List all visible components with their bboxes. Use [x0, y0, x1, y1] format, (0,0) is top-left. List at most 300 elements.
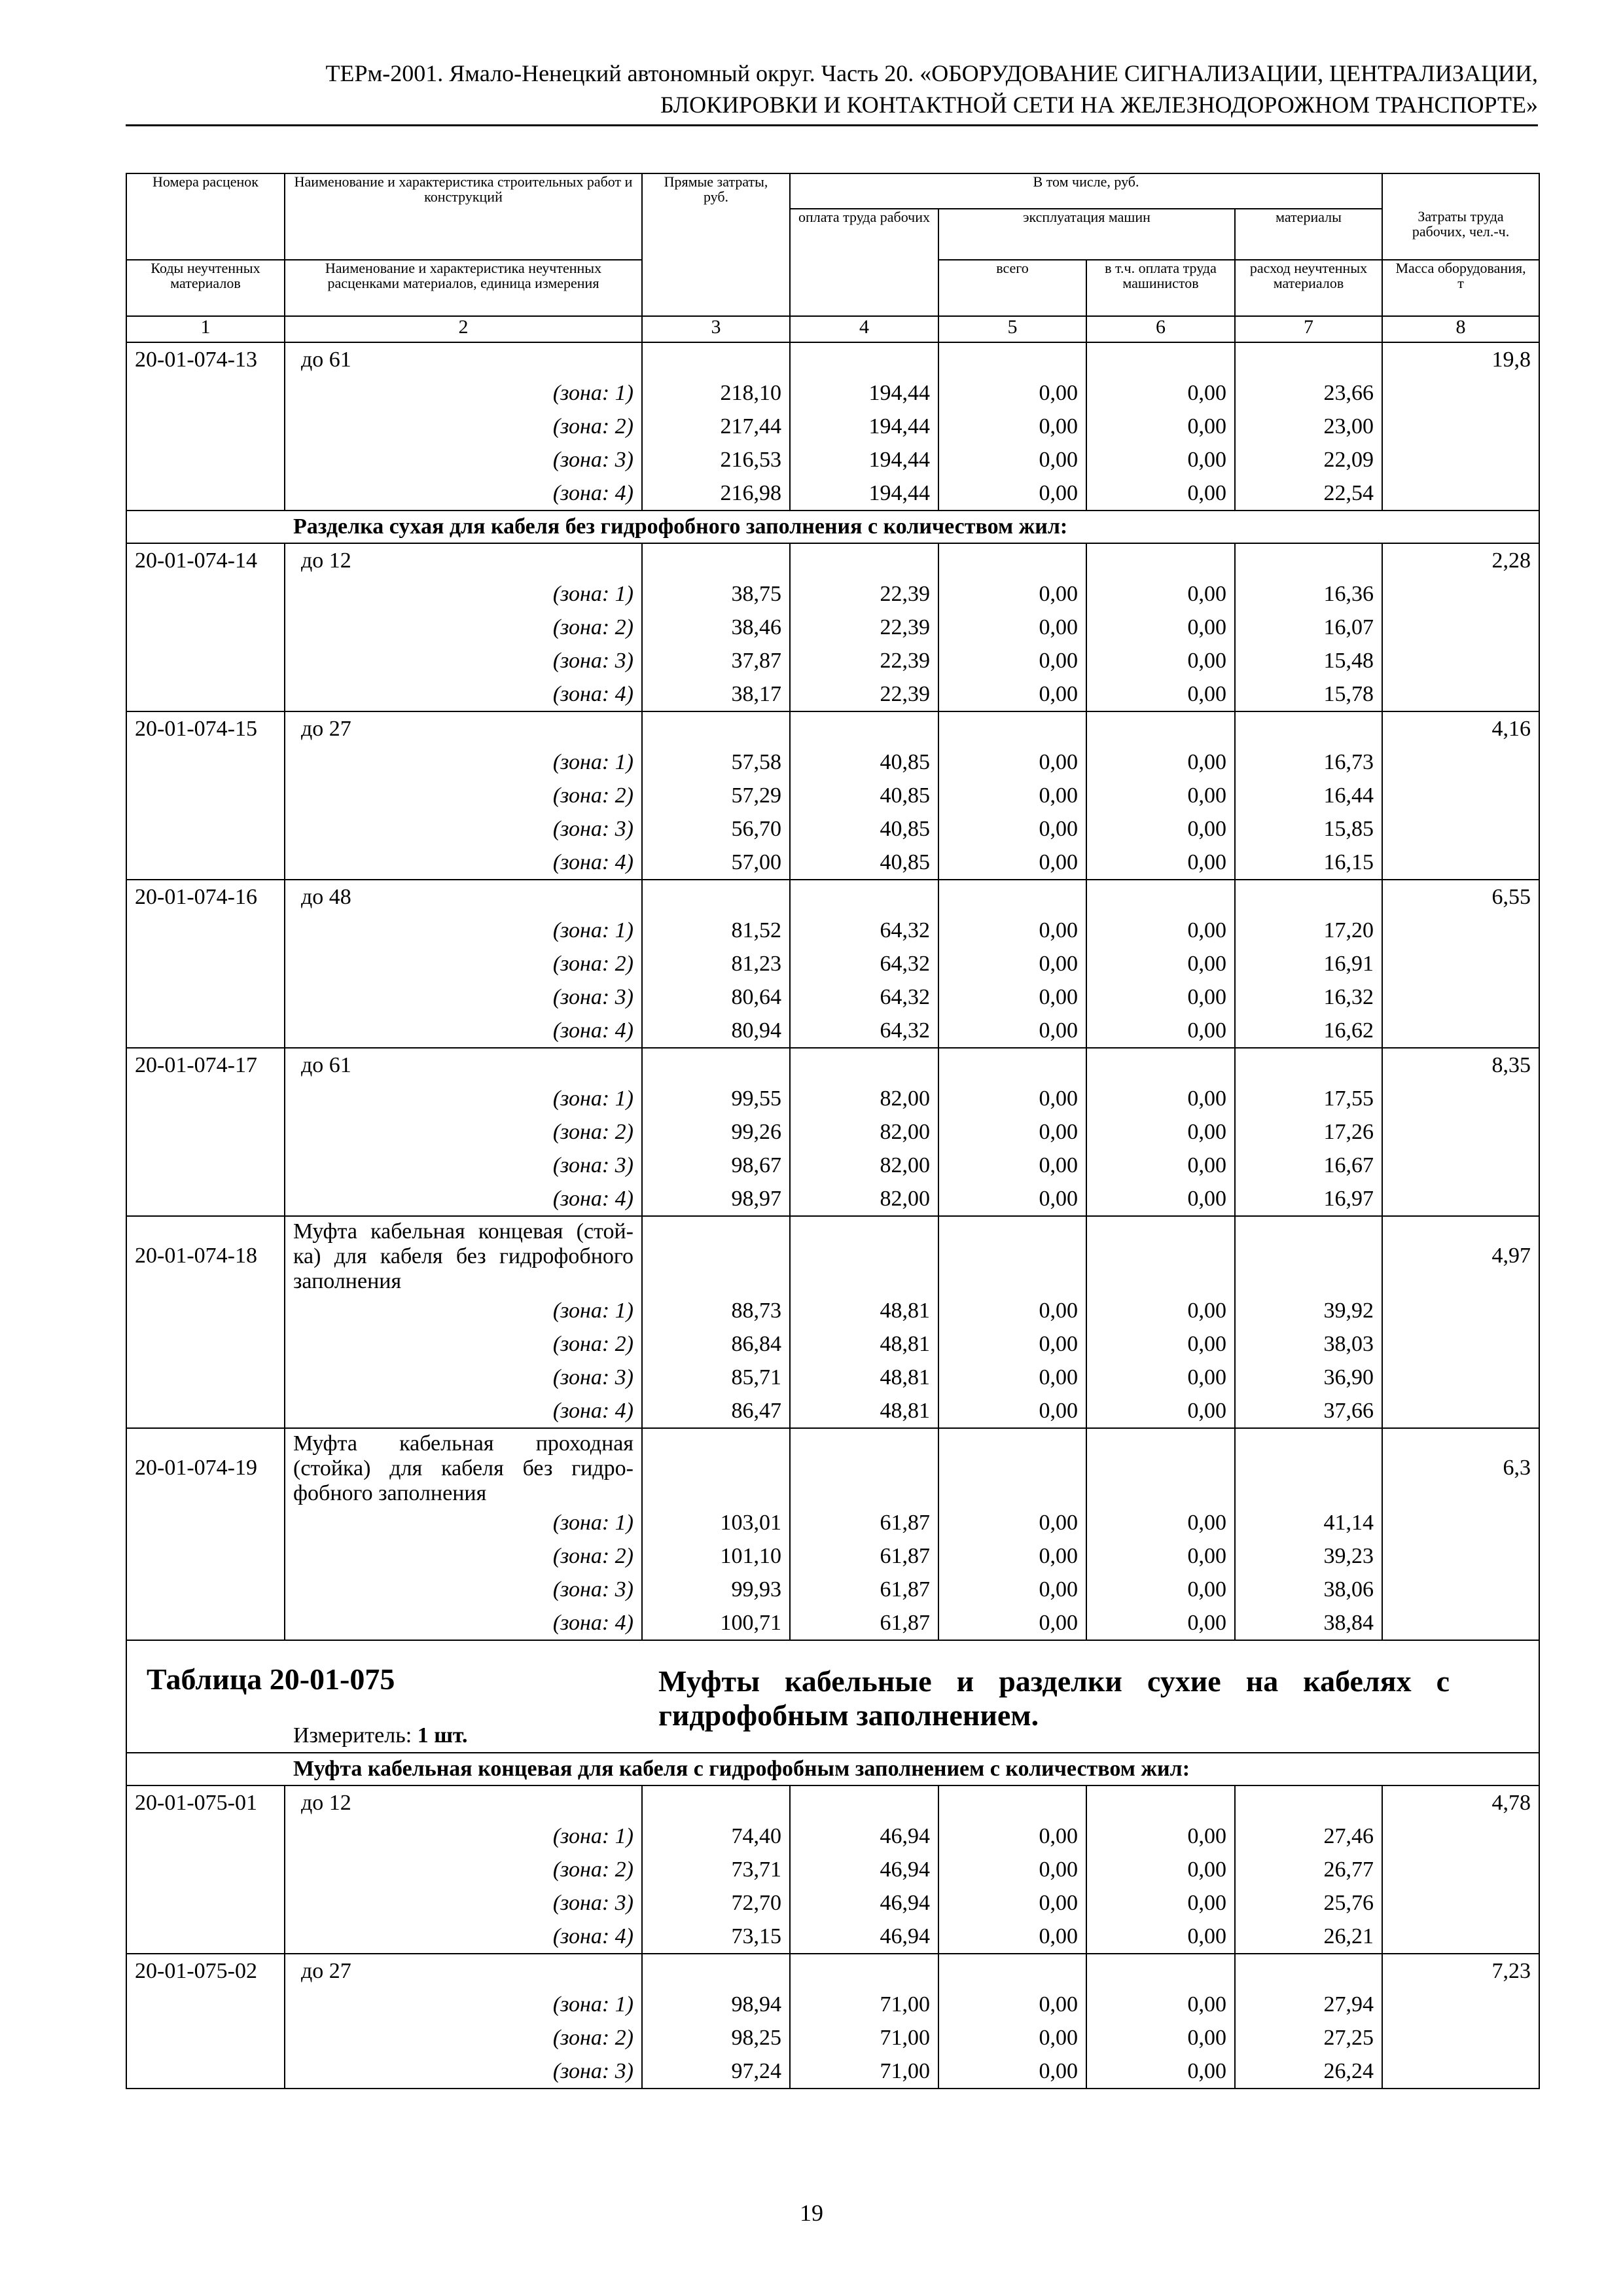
col-header-operators-pay: в т.ч. оплата труда машинистов [1086, 260, 1235, 316]
zone-row [126, 1394, 1539, 1428]
description-line: заполнения [293, 1269, 402, 1293]
section-row [126, 511, 1539, 543]
rate-code: 20-01-074-18 [126, 1216, 285, 1294]
empty-cell [1382, 2054, 1539, 2089]
materials: 15,78 [1235, 677, 1382, 711]
empty-cell [1382, 1014, 1539, 1048]
zone-row [126, 577, 1539, 611]
empty-cell [1086, 880, 1235, 914]
labor-pay: 22,39 [790, 677, 938, 711]
empty-cell [1382, 745, 1539, 779]
materials: 16,62 [1235, 1014, 1382, 1048]
empty-cell [1086, 711, 1235, 745]
empty-cell [126, 1853, 285, 1886]
empty-cell [1382, 1082, 1539, 1115]
zone-label: (зона: 3) [285, 1149, 642, 1182]
rate-description: до 61 [285, 342, 642, 376]
rate-row [126, 1954, 1539, 1988]
zone-row [126, 1361, 1539, 1394]
rate-description: до 48 [285, 880, 642, 914]
materials: 16,36 [1235, 577, 1382, 611]
empty-cell [938, 1048, 1086, 1082]
labor-pay: 61,87 [790, 1573, 938, 1606]
zone-label: (зона: 1) [285, 1506, 642, 1539]
rate-code: 20-01-074-16 [126, 880, 285, 914]
empty-cell [1382, 1573, 1539, 1606]
machine-operation: 0,00 [938, 1606, 1086, 1640]
zone-label: (зона: 1) [285, 1082, 642, 1115]
running-header [126, 58, 1538, 126]
labor-pay: 22,39 [790, 644, 938, 677]
col-header-labor-costs: Затраты труда рабочих, чел.-ч. [1382, 209, 1539, 260]
machine-operation: 0,00 [938, 644, 1086, 677]
labor-pay: 40,85 [790, 846, 938, 880]
direct-costs: 73,15 [642, 1920, 790, 1954]
empty-cell [126, 947, 285, 980]
empty-cell [126, 1920, 285, 1954]
rate-row [126, 711, 1539, 745]
empty-cell [126, 1506, 285, 1539]
labor-pay: 71,00 [790, 2054, 938, 2089]
empty-cell [790, 342, 938, 376]
labor-costs: 2,28 [1382, 543, 1539, 577]
empty-cell [938, 543, 1086, 577]
labor-pay: 194,44 [790, 476, 938, 511]
col-header-materials-unaccounted: расход неучтенных материалов [1235, 260, 1382, 316]
zone-row [126, 376, 1539, 410]
materials: 15,85 [1235, 812, 1382, 846]
col-header-name: Наименование и характеристика строительных работ и конструкций [285, 173, 642, 260]
direct-costs: 98,67 [642, 1149, 790, 1182]
labor-pay: 46,94 [790, 1886, 938, 1920]
rate-row [126, 1216, 1539, 1294]
col-header-direct-costs: Прямые затраты, руб. [642, 173, 790, 316]
zone-label: (зона: 4) [285, 1182, 642, 1216]
zone-row [126, 1115, 1539, 1149]
zone-row [126, 2054, 1539, 2089]
empty-cell [1382, 2021, 1539, 2054]
operators-pay: 0,00 [1086, 2054, 1235, 2089]
direct-costs: 38,46 [642, 611, 790, 644]
table-heading-row [126, 1640, 1539, 1753]
labor-pay: 48,81 [790, 1294, 938, 1327]
empty-cell [1382, 677, 1539, 711]
labor-costs: 4,78 [1382, 1785, 1539, 1820]
labor-pay: 48,81 [790, 1327, 938, 1361]
materials: 41,14 [1235, 1506, 1382, 1539]
materials: 15,48 [1235, 644, 1382, 677]
empty-cell [126, 1014, 285, 1048]
col-header-total: всего [938, 260, 1086, 316]
zone-row [126, 611, 1539, 644]
labor-pay: 48,81 [790, 1361, 938, 1394]
empty-cell [642, 1428, 790, 1506]
empty-cell [126, 2021, 285, 2054]
table-heading [126, 1640, 1539, 1753]
direct-costs: 57,58 [642, 745, 790, 779]
empty-cell [1235, 1216, 1382, 1294]
empty-cell [126, 812, 285, 846]
materials: 22,09 [1235, 443, 1382, 476]
zone-row [126, 476, 1539, 511]
zone-label: (зона: 2) [285, 1539, 642, 1573]
zone-row [126, 443, 1539, 476]
empty-cell [642, 342, 790, 376]
machine-operation: 0,00 [938, 1327, 1086, 1361]
section-title: Муфта кабельная концевая для кабеля с гидрофобным заполнением с количеством жил: [126, 1753, 1539, 1785]
zone-label: (зона: 4) [285, 846, 642, 880]
empty-cell [126, 443, 285, 476]
zone-label: (зона: 4) [285, 1014, 642, 1048]
machine-operation: 0,00 [938, 1988, 1086, 2021]
rate-description: до 27 [285, 711, 642, 745]
machine-operation: 0,00 [938, 1182, 1086, 1216]
empty-cell [1382, 1115, 1539, 1149]
section-row [126, 1753, 1539, 1785]
machine-operation: 0,00 [938, 443, 1086, 476]
operators-pay: 0,00 [1086, 1573, 1235, 1606]
empty-cell [1086, 342, 1235, 376]
empty-cell [126, 1294, 285, 1327]
rate-row [126, 1428, 1539, 1506]
operators-pay: 0,00 [1086, 611, 1235, 644]
empty-cell [126, 1573, 285, 1606]
operators-pay: 0,00 [1086, 1182, 1235, 1216]
zone-row [126, 1920, 1539, 1954]
machine-operation: 0,00 [938, 980, 1086, 1014]
zone-label: (зона: 2) [285, 1327, 642, 1361]
measure-value: 1 шт. [417, 1723, 468, 1748]
operators-pay: 0,00 [1086, 1820, 1235, 1853]
machine-operation: 0,00 [938, 1573, 1086, 1606]
direct-costs: 37,87 [642, 644, 790, 677]
empty-cell [1235, 342, 1382, 376]
machine-operation: 0,00 [938, 1149, 1086, 1182]
rate-description: до 12 [285, 543, 642, 577]
rate-code: 20-01-075-02 [126, 1954, 285, 1988]
machine-operation: 0,00 [938, 1115, 1086, 1149]
col-number: 2 [285, 316, 642, 342]
materials: 16,91 [1235, 947, 1382, 980]
empty-cell [126, 1820, 285, 1853]
empty-cell [938, 880, 1086, 914]
materials: 37,66 [1235, 1394, 1382, 1428]
col-number: 4 [790, 316, 938, 342]
empty-cell [938, 1785, 1086, 1820]
empty-cell [1086, 1048, 1235, 1082]
operators-pay: 0,00 [1086, 1886, 1235, 1920]
empty-cell [126, 846, 285, 880]
empty-cell [126, 914, 285, 947]
direct-costs: 81,23 [642, 947, 790, 980]
materials: 26,77 [1235, 1853, 1382, 1886]
empty-cell [1382, 1606, 1539, 1640]
zone-row [126, 1082, 1539, 1115]
empty-cell [790, 1785, 938, 1820]
empty-cell [790, 1048, 938, 1082]
empty-cell [1382, 1886, 1539, 1920]
zone-label: (зона: 3) [285, 2054, 642, 2089]
operators-pay: 0,00 [1086, 1394, 1235, 1428]
direct-costs: 57,29 [642, 779, 790, 812]
description-line: (стойка) для кабеля без гидро- [293, 1456, 633, 1480]
direct-costs: 98,97 [642, 1182, 790, 1216]
empty-cell [1235, 1048, 1382, 1082]
col-header-labor-pay: оплата труда рабочих [790, 209, 938, 316]
empty-cell [938, 711, 1086, 745]
zone-label: (зона: 2) [285, 1115, 642, 1149]
zone-label: (зона: 3) [285, 1573, 642, 1606]
col-number: 5 [938, 316, 1086, 342]
empty-cell [1382, 1182, 1539, 1216]
labor-pay: 46,94 [790, 1920, 938, 1954]
rate-row [126, 880, 1539, 914]
labor-pay: 194,44 [790, 410, 938, 443]
col-number: 1 [126, 316, 285, 342]
machine-operation: 0,00 [938, 812, 1086, 846]
labor-pay: 22,39 [790, 611, 938, 644]
zone-row [126, 1886, 1539, 1920]
empty-cell [1235, 1954, 1382, 1988]
zone-row [126, 410, 1539, 443]
empty-cell [126, 1394, 285, 1428]
direct-costs: 72,70 [642, 1886, 790, 1920]
labor-pay: 48,81 [790, 1394, 938, 1428]
materials: 16,67 [1235, 1149, 1382, 1182]
direct-costs: 80,64 [642, 980, 790, 1014]
labor-pay: 40,85 [790, 745, 938, 779]
direct-costs: 57,00 [642, 846, 790, 880]
materials: 16,32 [1235, 980, 1382, 1014]
rate-code: 20-01-074-17 [126, 1048, 285, 1082]
empty-cell [1382, 1394, 1539, 1428]
empty-cell [1382, 1988, 1539, 2021]
materials: 16,15 [1235, 846, 1382, 880]
zone-row [126, 1294, 1539, 1327]
operators-pay: 0,00 [1086, 1327, 1235, 1361]
direct-costs: 81,52 [642, 914, 790, 947]
operators-pay: 0,00 [1086, 1149, 1235, 1182]
empty-cell [126, 410, 285, 443]
col-header-machine-operation: эксплуатация машин [938, 209, 1235, 260]
machine-operation: 0,00 [938, 745, 1086, 779]
labor-pay: 61,87 [790, 1606, 938, 1640]
zone-row [126, 980, 1539, 1014]
description-line: Муфта кабельная концевая (стой- [293, 1219, 633, 1244]
table-subject: Муфты кабельные и разделки сухие на кабелях с гидрофобным заполнением. [658, 1664, 1450, 1732]
rates-table [126, 173, 1540, 2089]
machine-operation: 0,00 [938, 1853, 1086, 1886]
empty-cell [1235, 880, 1382, 914]
empty-cell [1382, 914, 1539, 947]
materials: 23,00 [1235, 410, 1382, 443]
direct-costs: 100,71 [642, 1606, 790, 1640]
machine-operation: 0,00 [938, 1394, 1086, 1428]
rate-description: до 61 [285, 1048, 642, 1082]
operators-pay: 0,00 [1086, 1294, 1235, 1327]
operators-pay: 0,00 [1086, 1361, 1235, 1394]
machine-operation: 0,00 [938, 677, 1086, 711]
page-number: 19 [800, 2200, 823, 2226]
labor-pay: 82,00 [790, 1082, 938, 1115]
direct-costs: 86,84 [642, 1327, 790, 1361]
materials: 25,76 [1235, 1886, 1382, 1920]
direct-costs: 97,24 [642, 2054, 790, 2089]
empty-cell [642, 1048, 790, 1082]
col-number: 3 [642, 316, 790, 342]
zone-label: (зона: 3) [285, 812, 642, 846]
labor-pay: 64,32 [790, 1014, 938, 1048]
empty-cell [790, 1428, 938, 1506]
zone-label: (зона: 2) [285, 410, 642, 443]
empty-cell [1382, 779, 1539, 812]
zone-label: (зона: 3) [285, 980, 642, 1014]
materials: 17,26 [1235, 1115, 1382, 1149]
empty-cell [1382, 1327, 1539, 1361]
operators-pay: 0,00 [1086, 947, 1235, 980]
zone-label: (зона: 4) [285, 476, 642, 511]
materials: 26,21 [1235, 1920, 1382, 1954]
machine-operation: 0,00 [938, 1361, 1086, 1394]
empty-cell [126, 376, 285, 410]
empty-cell [126, 1115, 285, 1149]
header-line-1: ТЕРм-2001. Ямало-Ненецкий автономный округ. Часть 20. «ОБОРУДОВАНИЕ СИГНАЛИЗАЦИИ, ЦЕНТРАЛИЗАЦИИ, [325, 60, 1538, 86]
machine-operation: 0,00 [938, 947, 1086, 980]
labor-costs: 4,97 [1382, 1216, 1539, 1294]
operators-pay: 0,00 [1086, 376, 1235, 410]
operators-pay: 0,00 [1086, 779, 1235, 812]
zone-label: (зона: 1) [285, 577, 642, 611]
zone-label: (зона: 4) [285, 1394, 642, 1428]
materials: 23,66 [1235, 376, 1382, 410]
operators-pay: 0,00 [1086, 476, 1235, 511]
zone-row [126, 1573, 1539, 1606]
empty-cell [1086, 1785, 1235, 1820]
labor-pay: 61,87 [790, 1539, 938, 1573]
direct-costs: 98,94 [642, 1988, 790, 2021]
rate-code: 20-01-074-15 [126, 711, 285, 745]
labor-costs: 4,16 [1382, 711, 1539, 745]
empty-cell [1235, 543, 1382, 577]
machine-operation: 0,00 [938, 779, 1086, 812]
direct-costs: 88,73 [642, 1294, 790, 1327]
direct-costs: 216,53 [642, 443, 790, 476]
empty-cell [1382, 1920, 1539, 1954]
empty-cell [126, 644, 285, 677]
empty-cell [1382, 443, 1539, 476]
labor-costs: 19,8 [1382, 342, 1539, 376]
empty-cell [126, 1361, 285, 1394]
empty-cell [1086, 1954, 1235, 1988]
machine-operation: 0,00 [938, 1014, 1086, 1048]
rate-description: до 12 [285, 1785, 642, 1820]
zone-row [126, 846, 1539, 880]
col-header-equipment-mass: Масса оборудования, т [1382, 260, 1539, 316]
materials: 16,73 [1235, 745, 1382, 779]
zone-label: (зона: 2) [285, 947, 642, 980]
machine-operation: 0,00 [938, 1506, 1086, 1539]
machine-operation: 0,00 [938, 577, 1086, 611]
operators-pay: 0,00 [1086, 1506, 1235, 1539]
labor-pay: 40,85 [790, 812, 938, 846]
zone-row [126, 1820, 1539, 1853]
machine-operation: 0,00 [938, 914, 1086, 947]
empty-cell [1382, 1539, 1539, 1573]
materials: 38,84 [1235, 1606, 1382, 1640]
materials: 17,20 [1235, 914, 1382, 947]
col-header-name-unaccounted: Наименование и характеристика неучтенных расценками материалов, единица измерения [285, 260, 642, 316]
materials: 27,25 [1235, 2021, 1382, 2054]
empty-cell [1382, 611, 1539, 644]
labor-pay: 64,32 [790, 947, 938, 980]
operators-pay: 0,00 [1086, 644, 1235, 677]
empty-cell [126, 2054, 285, 2089]
direct-costs: 85,71 [642, 1361, 790, 1394]
rate-description [285, 1216, 642, 1294]
materials: 38,03 [1235, 1327, 1382, 1361]
direct-costs: 38,75 [642, 577, 790, 611]
direct-costs: 80,94 [642, 1014, 790, 1048]
measure-label: Измеритель: [293, 1723, 412, 1748]
empty-cell [1382, 947, 1539, 980]
col-number: 8 [1382, 316, 1539, 342]
machine-operation: 0,00 [938, 1820, 1086, 1853]
direct-costs: 86,47 [642, 1394, 790, 1428]
empty-cell [1382, 1853, 1539, 1886]
zone-label: (зона: 3) [285, 1361, 642, 1394]
zone-label: (зона: 1) [285, 914, 642, 947]
empty-cell [1382, 410, 1539, 443]
empty-cell [126, 577, 285, 611]
labor-pay: 22,39 [790, 577, 938, 611]
rate-row [126, 543, 1539, 577]
direct-costs: 216,98 [642, 476, 790, 511]
labor-costs: 8,35 [1382, 1048, 1539, 1082]
direct-costs: 217,44 [642, 410, 790, 443]
empty-cell [1235, 1785, 1382, 1820]
labor-pay: 194,44 [790, 376, 938, 410]
machine-operation: 0,00 [938, 1920, 1086, 1954]
col-number: 6 [1086, 316, 1235, 342]
direct-costs: 73,71 [642, 1853, 790, 1886]
empty-cell [126, 1082, 285, 1115]
empty-cell [790, 543, 938, 577]
machine-operation: 0,00 [938, 1539, 1086, 1573]
operators-pay: 0,00 [1086, 1920, 1235, 1954]
empty-cell [642, 880, 790, 914]
rate-description [285, 1428, 642, 1506]
empty-cell [938, 1954, 1086, 1988]
labor-pay: 82,00 [790, 1182, 938, 1216]
zone-label: (зона: 4) [285, 1606, 642, 1640]
rate-row [126, 1048, 1539, 1082]
zone-row [126, 1606, 1539, 1640]
operators-pay: 0,00 [1086, 980, 1235, 1014]
zone-label: (зона: 2) [285, 1853, 642, 1886]
col-header-materials: материалы [1235, 209, 1382, 260]
materials: 26,24 [1235, 2054, 1382, 2089]
zone-row [126, 1014, 1539, 1048]
machine-operation: 0,00 [938, 1886, 1086, 1920]
empty-cell [1086, 543, 1235, 577]
materials: 22,54 [1235, 476, 1382, 511]
empty-cell [126, 779, 285, 812]
zone-row [126, 947, 1539, 980]
labor-pay: 64,32 [790, 914, 938, 947]
col-header-codes-unaccounted: Коды неучтенных материалов [126, 260, 285, 316]
zone-row [126, 812, 1539, 846]
zone-label: (зона: 1) [285, 745, 642, 779]
